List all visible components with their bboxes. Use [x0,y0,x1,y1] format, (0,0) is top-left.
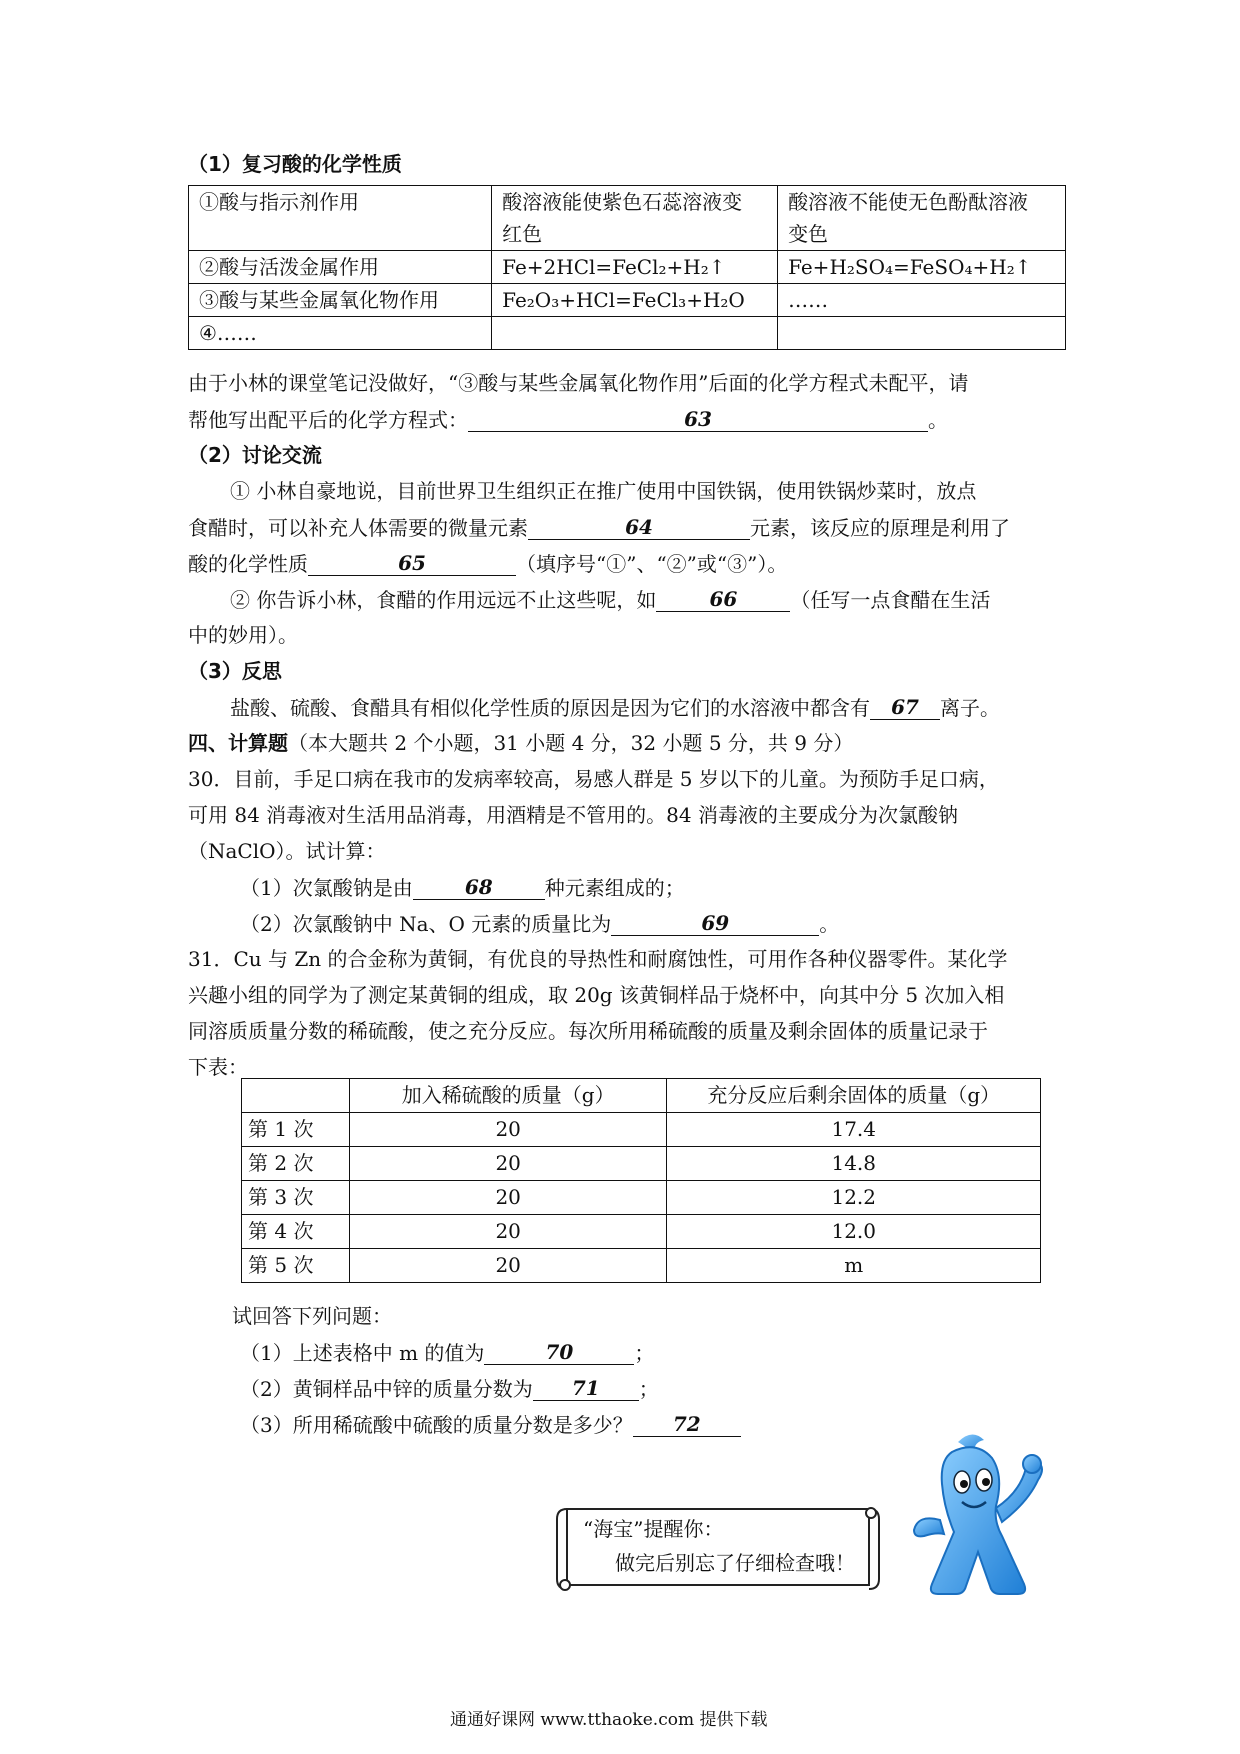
acid-properties-table [188,185,1066,350]
table-cell: 第 1 次 [242,1113,350,1147]
text-span: （1）上述表格中 m 的值为 [240,1341,485,1365]
table-cell: ①酸与指示剂作用 [189,186,492,251]
table-header-cell: 加入稀硫酸的质量（g） [349,1079,667,1113]
paragraph-line: ① 小林自豪地说，目前世界卫生组织正在推广使用中国铁锅，使用铁锅炒菜时，放点 [230,479,977,503]
reminder-body: 做完后别忘了仔细检查哦！ [615,1551,855,1575]
answer-blank-67[interactable]: 67 [870,695,940,720]
text-span: 食醋时，可以补充人体需要的微量元素 [188,516,528,540]
q30-line: 可用 84 消毒液对生活用品消毒，用酒精是不管用的。84 消毒液的主要成分为次氯酸钠 [188,803,958,827]
table-header-row [242,1079,1041,1113]
table-row [242,1113,1041,1147]
text-span: （3）所用稀硫酸中硫酸的质量分数是多少？ [240,1413,633,1437]
table-cell: ④…… [189,317,492,350]
table-header-cell [242,1079,350,1113]
q31-line: 同溶质质量分数的稀硫酸，使之充分反应。每次所用稀硫酸的质量及剩余固体的质量记录于 [188,1019,988,1043]
cell-line: 酸溶液能使紫色石蕊溶液变 [502,190,743,214]
text-span: （2）次氯酸钠中 Na、O 元素的质量比为 [240,912,612,936]
text-span: 盐酸、硫酸、食醋具有相似化学性质的原因是因为它们的水溶液中都含有 [230,696,870,720]
text-span: 种元素组成的； [544,876,685,900]
table-cell: 20 [349,1113,667,1147]
table-cell: 20 [349,1147,667,1181]
paragraph-line [188,515,1010,540]
table-row [189,186,1066,251]
page-footer: 通通好课网 www.tthaoke.com 提供下载 [450,1710,768,1730]
q30-line: 30．目前，手足口病在我市的发病率较高，易感人群是 5 岁以下的儿童。为预防手足口病， [188,767,999,791]
table-cell: m [667,1249,1041,1283]
table-cell: 第 3 次 [242,1181,350,1215]
q31-sub3 [240,1412,741,1437]
paragraph-line: 中的妙用）。 [188,623,298,647]
q31-sub1 [240,1340,654,1365]
paragraph-line [230,695,1000,720]
answer-blank-68[interactable]: 68 [413,875,545,900]
paragraph-line: 由于小林的课堂笔记没做好，“③酸与某些金属氧化物作用”后面的化学方程式未配平，请 [188,371,969,395]
text-span: 离子。 [940,696,1000,720]
table-cell: ③酸与某些金属氧化物作用 [189,284,492,317]
haibao-mascot-icon [900,1430,1050,1610]
q31-sub2 [240,1376,659,1401]
table-row [189,284,1066,317]
reminder-scroll [553,1501,883,1593]
answer-blank-63[interactable]: 63 [468,407,928,432]
table-cell: 20 [349,1181,667,1215]
text-span: 帮他写出配平后的化学方程式： [188,408,468,432]
q30-sub1 [240,875,685,900]
answer-blank-70[interactable]: 70 [484,1340,634,1365]
table-cell [778,186,1066,251]
answer-blank-64[interactable]: 64 [528,515,750,540]
text-span: ； [638,1377,659,1401]
section1-heading: （1）复习酸的化学性质 [188,152,402,176]
reminder-title: “海宝”提醒你： [583,1517,724,1541]
text-span: ② 你告诉小林，食醋的作用远远不止这些呢，如 [230,588,657,612]
section2-heading: （2）讨论交流 [188,443,322,467]
cell-line: 红色 [502,222,543,246]
table-cell: …… [778,284,1066,317]
table-row [189,317,1066,350]
paragraph-line [188,551,787,576]
table-row [242,1215,1041,1249]
q31-line: 下表： [188,1055,248,1079]
table-row [242,1249,1041,1283]
table-row [242,1147,1041,1181]
q31-line: 31．Cu 与 Zn 的合金称为黄铜，有优良的导热性和耐腐蚀性，可用作各种仪器零件。某化学 [188,947,1008,971]
answer-blank-69[interactable]: 69 [611,911,819,936]
cell-line: 酸溶液不能使无色酚酞溶液 [788,190,1029,214]
table-cell: Fe+2HCl=FeCl₂+H₂↑ [492,251,778,284]
table-cell [492,186,778,251]
text-span: ； [634,1341,655,1365]
part4-heading-rest: （本大题共 2 个小题，31 小题 4 分，32 小题 5 分，共 9 分） [288,731,854,755]
text-span: （填序号“①”、“②”或“③”）。 [516,552,788,576]
table-cell: 20 [349,1215,667,1249]
text-span: （2）黄铜样品中锌的质量分数为 [240,1377,533,1401]
scroll-frame-icon [553,1501,883,1593]
table-cell: 14.8 [667,1147,1041,1181]
table-header-cell: 充分反应后剩余固体的质量（g） [667,1079,1041,1113]
q30-sub2 [240,911,839,936]
table-row [242,1181,1041,1215]
text-span: 。 [819,912,840,936]
table-cell: 17.4 [667,1113,1041,1147]
table-cell: 第 5 次 [242,1249,350,1283]
answer-blank-72[interactable]: 72 [633,1412,741,1437]
table-cell [778,317,1066,350]
q30-line: （NaClO）。试计算： [188,839,386,863]
paragraph-line [230,587,990,612]
cell-line: 变色 [788,222,829,246]
table-cell: ②酸与活泼金属作用 [189,251,492,284]
table-cell: 12.2 [667,1181,1041,1215]
paragraph-line [188,407,948,432]
table-cell: Fe+H₂SO₄=FeSO₄+H₂↑ [778,251,1066,284]
text-span: 。 [928,408,948,432]
table-cell: Fe₂O₃+HCl=FeCl₃+H₂O [492,284,778,317]
part4-heading [188,731,853,755]
table-cell [492,317,778,350]
text-span: 元素，该反应的原理是利用了 [750,516,1010,540]
answer-blank-65[interactable]: 65 [308,551,516,576]
answer-blank-71[interactable]: 71 [533,1376,639,1401]
table-cell: 12.0 [667,1215,1041,1249]
q31-line: 兴趣小组的同学为了测定某黄铜的组成，取 20g 该黄铜样品于烧杯中，向其中分 5 次加入相 [188,983,1005,1007]
section3-heading: （3）反思 [188,659,282,683]
part4-heading-bold: 四、计算题 [188,731,288,755]
table-row [189,251,1066,284]
text-span: （任写一点食醋在生活 [790,588,991,612]
brass-data-table [241,1078,1041,1283]
q31-ask: 试回答下列问题： [232,1304,392,1328]
table-cell: 20 [349,1249,667,1283]
answer-blank-66[interactable]: 66 [656,587,790,612]
table-cell: 第 2 次 [242,1147,350,1181]
table-cell: 第 4 次 [242,1215,350,1249]
text-span: （1）次氯酸钠是由 [240,876,413,900]
text-span: 酸的化学性质 [188,552,308,576]
